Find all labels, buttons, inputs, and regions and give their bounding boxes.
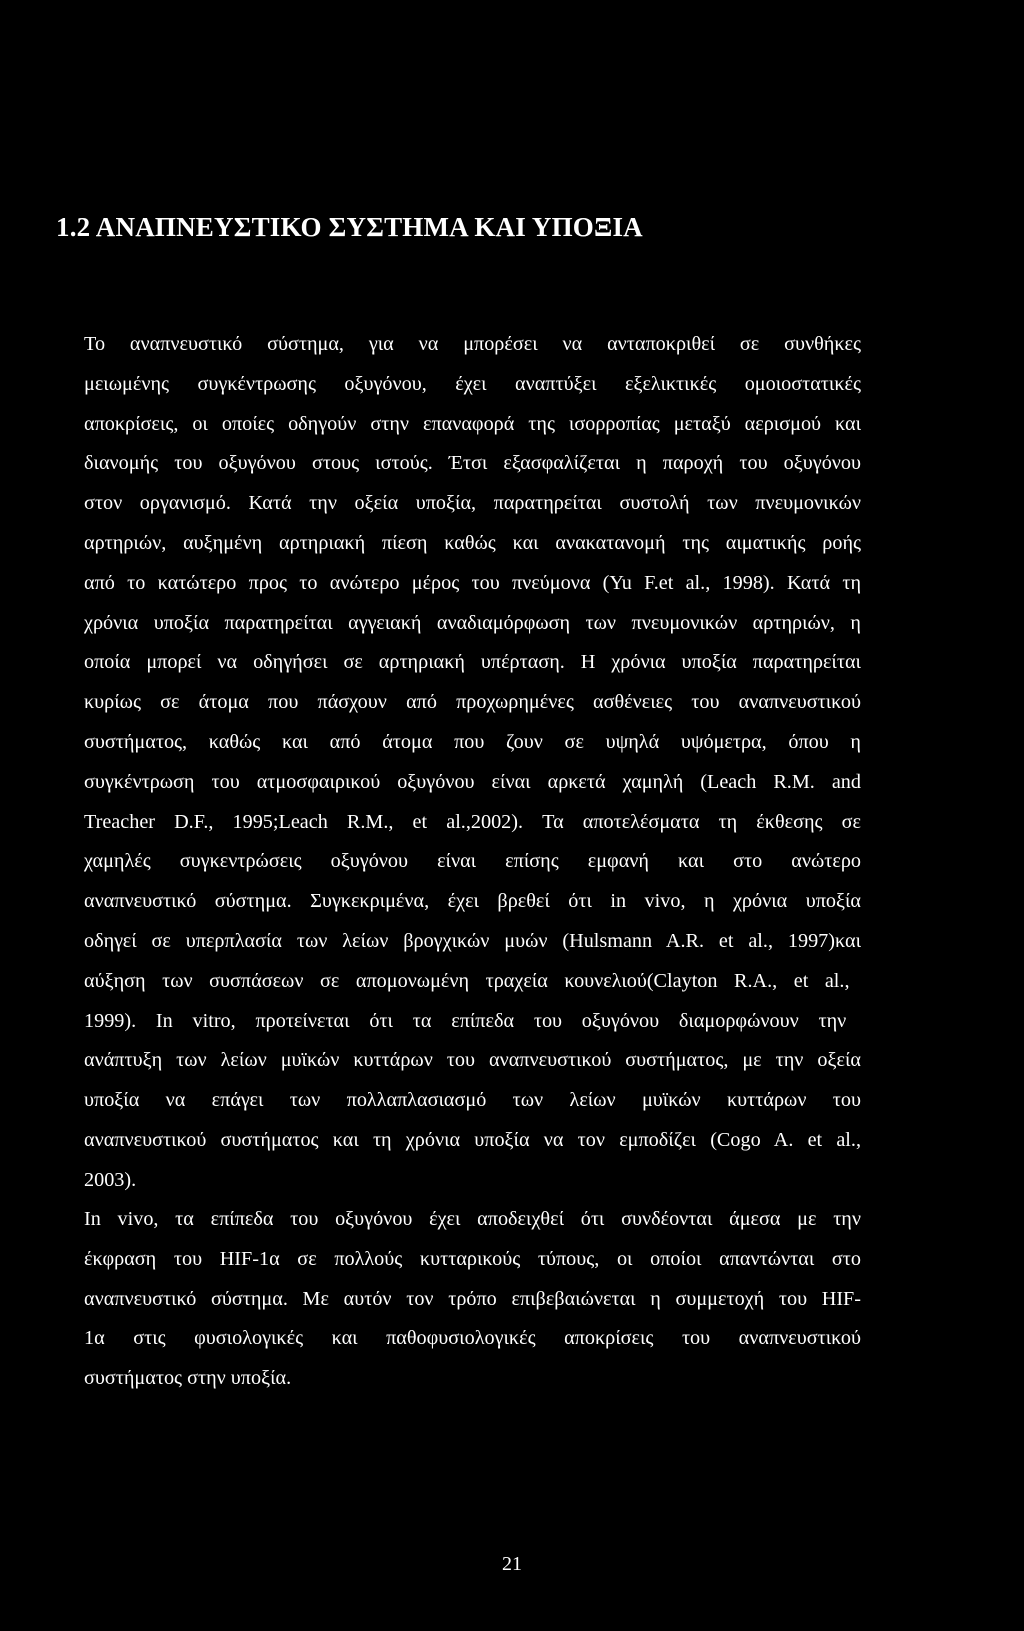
paragraph-1 — [84, 325, 861, 1201]
text-line: Treacher D.F., 1995;Leach R.M., et al.,2002). Τα αποτελέσματα τη έκθεσης σε — [84, 810, 861, 833]
text-line: χρόνια υποξία παρατηρείται αγγειακή αναδιαμόρφωση των πνευμονικών αρτηριών, η — [84, 611, 861, 634]
text-line: αποκρίσεις, οι οποίες οδηγούν στην επαναφορά της ισορροπίας μεταξύ αερισμού και — [84, 412, 861, 435]
text-line: χαμηλές συγκεντρώσεις οξυγόνου είναι επίσης εμφανή και στο ανώτερο — [84, 850, 861, 873]
text-line: 2003). — [84, 1168, 137, 1191]
text-line: διανομής του οξυγόνου στους ιστούς. Έτσι εξασφαλίζεται η παροχή του οξυγόνου — [84, 452, 861, 475]
text-line: υποξία να επάγει των πολλαπλασιασμό των λείων μυϊκών κυττάρων του — [84, 1089, 861, 1112]
text-line: συστήματος, καθώς και από άτομα που ζουν σε υψηλά υψόμετρα, όπου η — [84, 730, 861, 753]
text-line: οδηγεί σε υπερπλασία των λείων βρογχικών μυών (Hulsmann A.R. et al., 1997)και — [84, 929, 861, 952]
paragraph-2 — [84, 1200, 861, 1399]
text-line: Το αναπνευστικό σύστημα, για να μπορέσει να ανταποκριθεί σε συνθήκες — [84, 333, 861, 355]
text-line: μειωμένης συγκέντρωσης οξυγόνου, έχει αναπτύξει εξελικτικές ομοιοστατικές — [84, 372, 861, 395]
text-line: In vivo, τα επίπεδα του οξυγόνου έχει αποδειχθεί ότι συνδέονται άμεσα με την — [84, 1208, 861, 1230]
text-line: αρτηριών, αυξημένη αρτηριακή πίεση καθώς και ανακατανομή της αιματικής ροής — [84, 531, 861, 554]
text-line: στον οργανισμό. Κατά την οξεία υποξία, παρατηρείται συστολή των πνευμονικών — [84, 492, 861, 515]
text-line: έκφραση του HIF-1α σε πολλούς κυτταρικούς τύπους, οι οποίοι απαντώνται στο — [84, 1247, 861, 1270]
text-line: κυρίως σε άτομα που πάσχουν από προχωρημένες ασθένειες του αναπνευστικού — [84, 691, 861, 714]
page-number: 21 — [502, 1553, 522, 1575]
section-heading: 1.2 ΑΝΑΠΝΕΥΣΤΙΚΟ ΣΥΣΤΗΜΑ ΚΑΙ ΥΠΟΞΙΑ — [56, 212, 643, 242]
text-line: αύξηση των συσπάσεων σε απομονωμένη τραχεία κουνελιού(Clayton R.A., et al., — [84, 969, 850, 992]
text-line: οποία μπορεί να οδηγήσει σε αρτηριακή υπέρταση. Η χρόνια υποξία παρατηρείται — [84, 651, 861, 674]
text-line: συγκέντρωση του ατμοσφαιρικού οξυγόνου είναι αρκετά χαμηλή (Leach R.M. and — [84, 770, 861, 793]
text-line: αναπνευστικού συστήματος και τη χρόνια υποξία να τον εμποδίζει (Cogo A. et al., — [84, 1128, 861, 1151]
text-line: ανάπτυξη των λείων μυϊκών κυττάρων του αναπνευστικού συστήματος, με την οξεία — [84, 1049, 861, 1072]
text-line: συστήματος στην υποξία. — [84, 1367, 292, 1390]
text-line: από το κατώτερο προς το ανώτερο μέρος του πνεύμονα (Yu F.et al., 1998). Κατά τη — [84, 571, 861, 594]
text-line: 1999). In vitro, προτείνεται ότι τα επίπεδα του οξυγόνου διαμορφώνουν την — [84, 1009, 847, 1032]
text-line: αναπνευστικό σύστημα. Συγκεκριμένα, έχει βρεθεί ότι in vivo, η χρόνια υποξία — [84, 890, 861, 913]
text-line: 1α στις φυσιολογικές και παθοφυσιολογικές αποκρίσεις του αναπνευστικού — [84, 1327, 861, 1350]
text-line: αναπνευστικό σύστημα. Με αυτόν τον τρόπο επιβεβαιώνεται η συμμετοχή του HIF- — [84, 1287, 861, 1310]
